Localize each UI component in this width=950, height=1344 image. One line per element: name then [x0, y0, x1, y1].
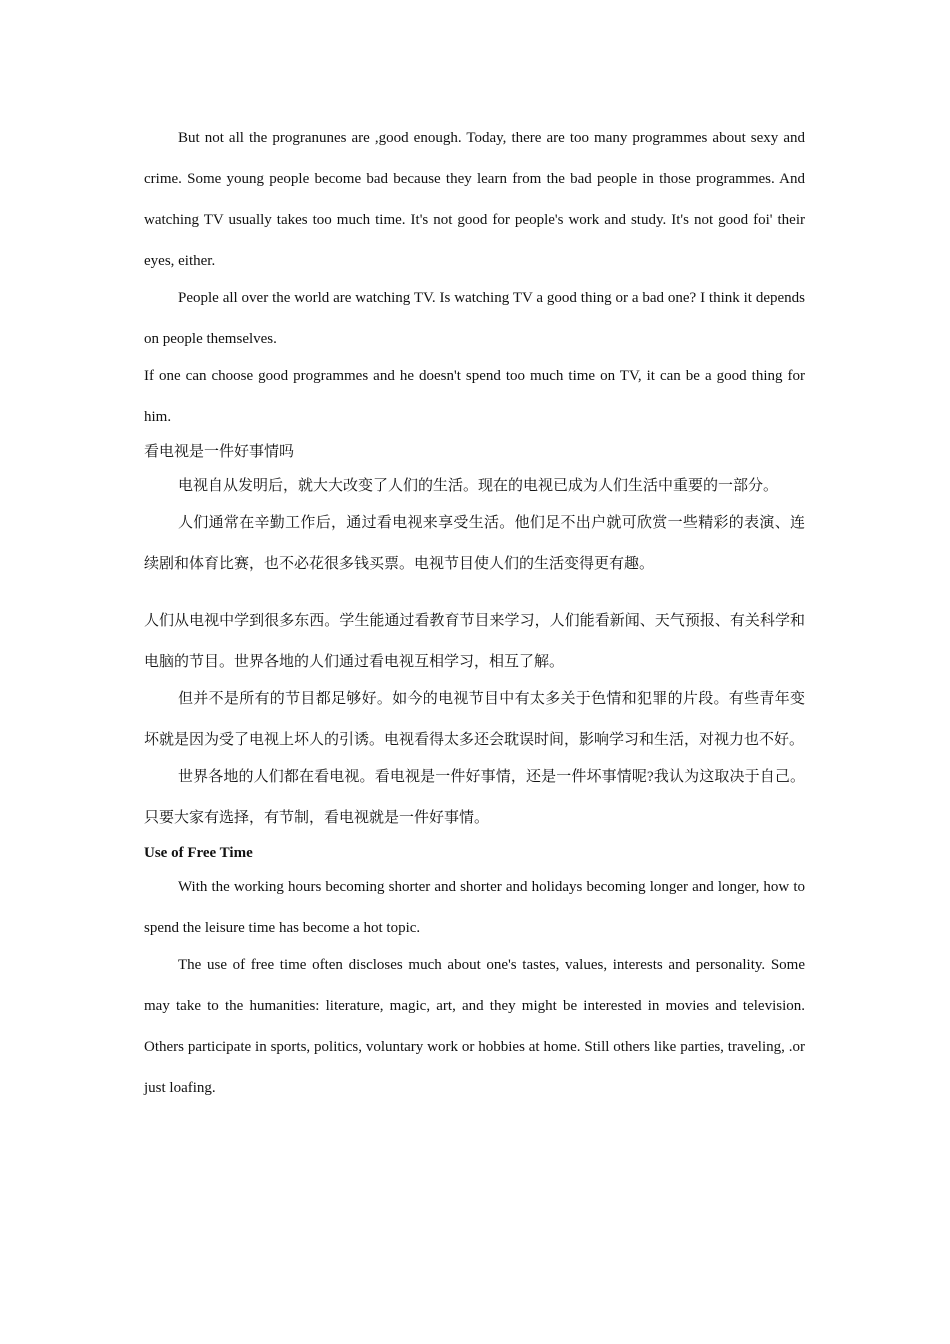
- paragraph-free-time-use: The use of free time often discloses much about one's tastes, values, interests and personality. Some may take to the humanities: literature, magic, art, and they might be interested in movies and television. Others participate in sports, politics, voluntary work or hobbies at home. Still others like parties, traveling, .or just loafing.: [144, 957, 805, 1096]
- paragraph-tv-depends: People all over the world are watching TV. Is watching TV a good thing or a bad one? I think it depends on people themselves.: [144, 290, 805, 347]
- section-heading-free-time: Use of Free Time: [144, 845, 253, 861]
- paragraph-tv-bad-programmes: But not all the progranunes are ,good enough. Today, there are too many programmes about sexy and crime. Some young people become bad because they learn from the bad people in those programmes. And watching TV usually takes too much time. It's not good for people's work and study. It's not good foi' their eyes, either.: [144, 130, 805, 269]
- chinese-paragraph-enjoy: 人们通常在辛勤工作后，通过看电视来享受生活。他们足不出户就可欣赏一些精彩的表演、连续剧和体育比赛，也不必花很多钱买票。电视节目使人们的生活变得更有趣。: [144, 515, 805, 572]
- paragraph-tv-good-choice: If one can choose good programmes and he doesn't spend too much time on TV, it can be a good thing for him.: [144, 368, 805, 425]
- document-page: [144, 118, 805, 1109]
- chinese-paragraph-conclusion: 世界各地的人们都在看电视。看电视是一件好事情，还是一件坏事情呢?我认为这取决于自己。只要大家有选择，有节制，看电视就是一件好事情。: [144, 769, 805, 826]
- paragraph-leisure-topic: With the working hours becoming shorter and shorter and holidays becoming longer and longer, how to spend the leisure time has become a hot topic.: [144, 879, 805, 936]
- chinese-title: 看电视是一件好事情吗: [144, 444, 295, 460]
- chinese-paragraph-learn: 人们从电视中学到很多东西。学生能通过看教育节目来学习，人们能看新闻、天气预报、有关科学和电脑的节目。世界各地的人们通过看电视互相学习，相互了解。: [144, 613, 805, 670]
- chinese-paragraph-invention: 电视自从发明后，就大大改变了人们的生活。现在的电视已成为人们生活中重要的一部分。: [178, 478, 779, 494]
- chinese-paragraph-not-good: 但并不是所有的节目都足够好。如今的电视节目中有太多关于色情和犯罪的片段。有些青年变坏就是因为受了电视上坏人的引诱。电视看得太多还会耽误时间，影响学习和生活，对视力也不好。: [144, 691, 805, 748]
